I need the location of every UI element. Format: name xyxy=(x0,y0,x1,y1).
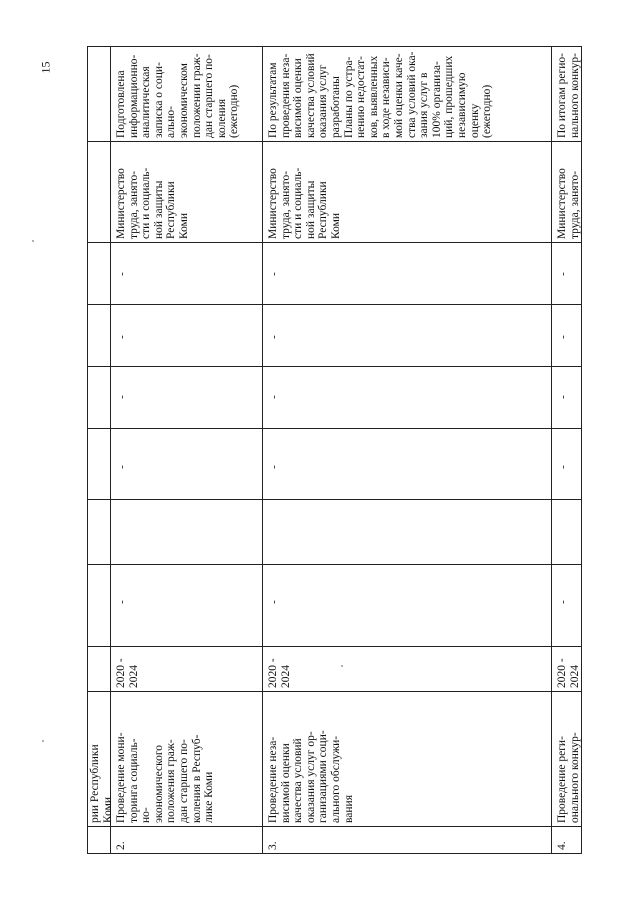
column-rule xyxy=(87,499,582,500)
row-period: 2020 - 2024 xyxy=(115,658,140,688)
column-rule xyxy=(87,141,582,142)
row-rule xyxy=(551,46,552,854)
row-period: 2020 - 2024 xyxy=(267,658,292,688)
row-number: 2. xyxy=(115,841,127,850)
row-dash: - xyxy=(115,395,128,399)
row-dash: - xyxy=(556,272,569,276)
row-period: 2020 - 2024 xyxy=(556,658,581,688)
row-dash: - xyxy=(115,600,128,604)
row-number: 4. xyxy=(556,841,568,850)
table-border-bottom xyxy=(87,853,582,854)
row-event: Проведение мони- торинга социаль- но- экономического положения граж- дан старшего по- коления в Респуб- лике Коми xyxy=(115,732,216,823)
row-executor: Министерство труда, занято- сти и социаль- ной защиты Республики Коми xyxy=(267,167,342,239)
column-rule xyxy=(87,564,582,565)
table-border-top xyxy=(87,46,582,47)
scan-speck xyxy=(42,740,44,742)
row-result: По результатам проведения неза- висимой оценки качества условий оказания услуг разработаны Планы по устра- нению недостат- ков, выявленных в ходе независи- мой оценки каче- ства условий ока- зания услуг в 100% организа- ций, прошедших независимую оценку (ежегодно) xyxy=(267,51,494,138)
row-dash: - xyxy=(267,335,280,339)
row-dash: - xyxy=(267,395,280,399)
row-rule xyxy=(262,46,263,854)
table-border-left xyxy=(87,46,88,854)
row-dash: - xyxy=(115,335,128,339)
row-dash: - xyxy=(115,465,128,469)
scan-speck xyxy=(341,665,343,667)
row-dash: - xyxy=(556,600,569,604)
row-dash: - xyxy=(115,272,128,276)
row-dash: - xyxy=(267,465,280,469)
rotated-table xyxy=(87,46,582,854)
page-number: 15 xyxy=(38,61,53,74)
row-dash: - xyxy=(267,600,280,604)
column-rule xyxy=(87,428,582,429)
scan-speck xyxy=(32,240,34,242)
row-executor: Министерство труда, занято- xyxy=(556,168,581,239)
row-event: Проведение реги- онального конкур- xyxy=(556,732,581,823)
column-rule xyxy=(87,646,582,647)
row-dash: - xyxy=(556,395,569,399)
row-dash: - xyxy=(267,272,280,276)
row-result: Подготовлена информационно- аналитическая записка о соци- ально- экономическом положении граж- дан старшего по- коления (ежегодно) xyxy=(115,53,241,138)
column-rule xyxy=(87,826,582,827)
partial-row-event: рии Республики Коми xyxy=(89,744,114,823)
row-event: Проведение неза- висимой оценки качества условий оказания услуг ор- ганизациями соци- ального обслужи- вания xyxy=(267,730,355,823)
column-rule xyxy=(87,366,582,367)
row-result: По итогам регио- нального конкур- xyxy=(556,53,581,138)
row-number: 3. xyxy=(267,841,279,850)
column-rule xyxy=(87,304,582,305)
row-dash: - xyxy=(556,465,569,469)
row-executor: Министерство труда, занято- сти и социаль- ной защиты Республики Коми xyxy=(115,167,190,239)
column-rule xyxy=(87,242,582,243)
row-dash: - xyxy=(556,335,569,339)
